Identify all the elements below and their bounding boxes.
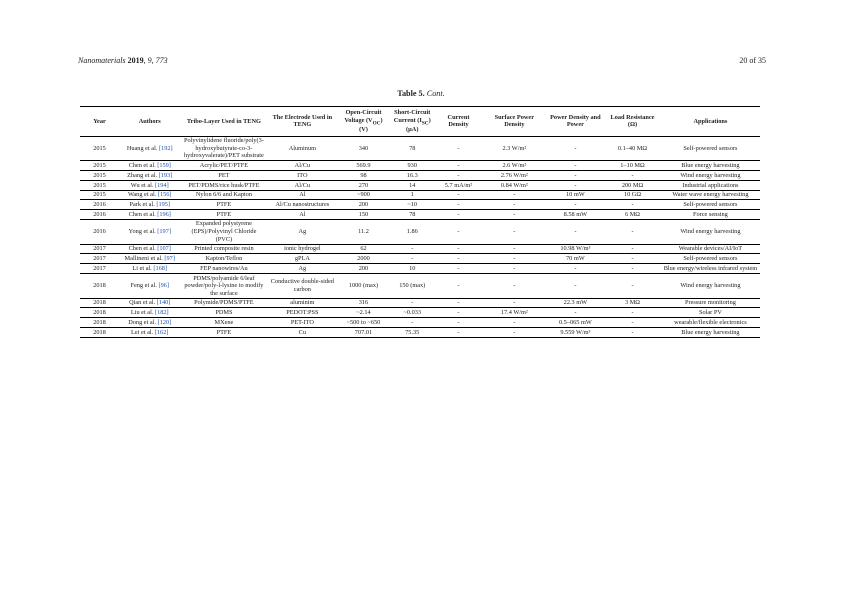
journal-name: Nanomaterials <box>78 56 126 65</box>
cell-year: 2015 <box>80 171 119 181</box>
cell-applications: Self-powered sensors <box>661 136 760 161</box>
cell-electrode: Ag <box>267 264 337 274</box>
cell-applications: Wind energy harvesting <box>661 273 760 298</box>
cell-electrode: Aluminum <box>267 136 337 161</box>
cell-voc: 200 <box>337 200 389 210</box>
cell-current-density: - <box>435 308 482 318</box>
cell-authors <box>119 136 181 161</box>
cell-authors <box>119 180 181 190</box>
author-name: Mallineni et al. <box>124 255 163 263</box>
cell-tribo-layer: Acrylic/PET/PTFE <box>181 161 268 171</box>
author-name: Wang et al. <box>127 191 157 199</box>
cell-electrode: Al/Cu <box>267 180 337 190</box>
author-name: Wu et al. <box>130 181 154 189</box>
cell-surface-power-density: - <box>482 219 547 244</box>
cell-electrode: gPLA <box>267 254 337 264</box>
cell-tribo-layer: PET/PDMS/rice husk/PTFE <box>181 180 268 190</box>
table-row <box>80 327 760 337</box>
cell-isc: - <box>390 254 435 264</box>
cell-applications: Blue energy harvesting <box>661 161 760 171</box>
cell-current-density: - <box>435 171 482 181</box>
reference-link[interactable]: [195] <box>156 201 171 208</box>
cell-load-resistance: 3 MΩ <box>604 298 661 308</box>
cell-authors <box>119 244 181 254</box>
col-power-density: Power Density and Power <box>547 107 605 137</box>
table-row <box>80 318 760 328</box>
reference-link[interactable]: [159] <box>157 162 171 170</box>
cell-power-density: - <box>547 308 605 318</box>
cell-tribo-layer: Expanded polystyrene (EPS)/Polyvinyl Chloride (PVC) <box>181 219 268 244</box>
table-row <box>80 273 760 298</box>
cell-load-resistance: 10 GΩ <box>604 190 661 200</box>
cell-voc: ~900 <box>337 190 389 200</box>
reference-link[interactable]: [107] <box>157 245 171 253</box>
cell-voc: 62 <box>337 244 389 254</box>
cell-applications: Pressure monitoring <box>661 298 760 308</box>
cell-current-density: - <box>435 200 482 210</box>
cell-applications: Water wave energy harvesting <box>661 190 760 200</box>
cell-authors <box>119 254 181 264</box>
cell-isc: 14 <box>390 180 435 190</box>
cell-surface-power-density: - <box>482 327 547 337</box>
cell-electrode: ITO <box>267 171 337 181</box>
journal-citation <box>78 56 168 65</box>
col-authors: Authors <box>119 107 181 137</box>
cell-authors <box>119 318 181 328</box>
cell-voc: 270 <box>337 180 389 190</box>
cell-year: 2016 <box>80 200 119 210</box>
cell-isc: - <box>390 318 435 328</box>
cell-tribo-layer: Kapton/Teflon <box>181 254 268 264</box>
cell-current-density: - <box>435 190 482 200</box>
cell-tribo-layer: PTFE <box>181 327 268 337</box>
cell-voc: ~500 to ~650 <box>337 318 389 328</box>
cell-voc: 150 <box>337 210 389 220</box>
author-name: Liu et al. <box>130 309 154 317</box>
author-name: Dong et al. <box>128 318 157 326</box>
cell-load-resistance: - <box>604 318 661 328</box>
cell-isc: - <box>390 244 435 254</box>
cell-isc: 75.35 <box>390 327 435 337</box>
journal-volume: , 9, 773 <box>143 56 168 65</box>
cell-voc: ~2.14 <box>337 308 389 318</box>
table-header-row <box>80 107 760 137</box>
cell-current-density: - <box>435 254 482 264</box>
cell-isc: 10 <box>390 264 435 274</box>
cell-voc: 1000 (max) <box>337 273 389 298</box>
cell-power-density: - <box>547 161 605 171</box>
cell-tribo-layer: Printed composite resin <box>181 244 268 254</box>
cell-authors <box>119 264 181 274</box>
cell-electrode: PEDOT:PSS <box>267 308 337 318</box>
cell-surface-power-density: 2.76 W/m² <box>482 171 547 181</box>
cell-load-resistance: - <box>604 327 661 337</box>
reference-link[interactable]: [120] <box>157 318 172 326</box>
table-row <box>80 200 760 210</box>
reference-link[interactable]: [196] <box>157 210 171 218</box>
cell-authors <box>119 200 181 210</box>
cell-load-resistance: - <box>604 200 661 210</box>
cell-isc: 150 (max) <box>390 273 435 298</box>
author-name: Lei et al. <box>131 328 154 336</box>
cell-year: 2017 <box>80 244 119 254</box>
cell-isc: 78 <box>390 210 435 220</box>
reference-link[interactable]: [168] <box>153 264 168 272</box>
cell-year: 2015 <box>80 180 119 190</box>
cell-tribo-layer: PDMS <box>181 308 268 318</box>
col-open-circuit-voltage: Open-Circuit Voltage $(V_{OC})$ (V) <box>337 107 389 137</box>
cell-applications: Self-powered sensors <box>661 200 760 210</box>
cell-load-resistance: 1–10 MΩ <box>604 161 661 171</box>
cell-load-resistance: - <box>604 308 661 318</box>
cell-isc: 1 <box>390 190 435 200</box>
cell-electrode: Al <box>267 210 337 220</box>
cell-tribo-layer: MXene <box>181 318 268 328</box>
author-name: Qian et al. <box>129 299 156 307</box>
cell-applications: Blue energy/wireless infrared system <box>661 264 760 274</box>
col-tribo-layer: Tribo-Layer Used in TENG <box>181 107 268 137</box>
table-row <box>80 136 760 161</box>
col-current-density: Current Density <box>435 107 482 137</box>
cell-tribo-layer: PET <box>181 171 268 181</box>
cell-tribo-layer: PTFE <box>181 210 268 220</box>
col-load-resistance: Load Resistance (Ω) <box>604 107 661 137</box>
page-number: 20 of 35 <box>739 56 766 65</box>
cell-applications: Wearable devices/AI/IoT <box>661 244 760 254</box>
cell-tribo-layer: Polyvinylidene fluoride/poly(3-hydroxybutyrate-co-3-hydroxyvalerate)/PET substrate <box>181 136 268 161</box>
cell-isc: ~10 <box>390 200 435 210</box>
cell-applications: Wind energy harvesting <box>661 219 760 244</box>
cell-load-resistance: - <box>604 264 661 274</box>
cell-electrode: Cu <box>267 327 337 337</box>
table-row <box>80 171 760 181</box>
cell-applications: Wind energy harvesting <box>661 171 760 181</box>
table-row <box>80 180 760 190</box>
cell-power-density: - <box>547 136 605 161</box>
cell-surface-power-density: 0.84 W/m² <box>482 180 547 190</box>
cell-power-density: 70 mW <box>547 254 605 264</box>
cell-voc: 2000 <box>337 254 389 264</box>
cell-surface-power-density: - <box>482 273 547 298</box>
cell-applications: Industrial applications <box>661 180 760 190</box>
reference-link[interactable]: [193] <box>158 171 173 179</box>
cell-year: 2015 <box>80 136 119 161</box>
journal-year: 2019 <box>127 56 144 65</box>
cell-year: 2015 <box>80 190 119 200</box>
cell-electrode: Ag <box>267 219 337 244</box>
cell-power-density: - <box>547 273 605 298</box>
table-row <box>80 308 760 318</box>
col-surface-power-density: Surface Power Density <box>482 107 547 137</box>
cell-year: 2017 <box>80 264 119 274</box>
reference-link[interactable]: [156] <box>157 191 172 199</box>
cell-year: 2018 <box>80 308 119 318</box>
reference-link[interactable]: [96] <box>158 282 169 290</box>
cell-surface-power-density: 2.3 W/m² <box>482 136 547 161</box>
cell-voc: 200 <box>337 264 389 274</box>
cell-current-density: - <box>435 318 482 328</box>
author-name: Zhang et al. <box>127 171 158 179</box>
author-name: Li et al. <box>132 264 152 272</box>
cell-voc: 707.01 <box>337 327 389 337</box>
cell-applications: Solar PV <box>661 308 760 318</box>
table-cont: Cont. <box>426 89 445 98</box>
cell-surface-power-density: 2.6 W/m² <box>482 161 547 171</box>
cell-surface-power-density: - <box>482 254 547 264</box>
cell-year: 2018 <box>80 273 119 298</box>
cell-year: 2016 <box>80 219 119 244</box>
cell-load-resistance: - <box>604 254 661 264</box>
cell-power-density: 10.98 W/m³ <box>547 244 605 254</box>
table-row <box>80 244 760 254</box>
cell-isc: 1.86 <box>390 219 435 244</box>
author-name: Huang et al. <box>126 144 158 152</box>
cell-current-density: - <box>435 298 482 308</box>
cell-year: 2017 <box>80 254 119 264</box>
cell-applications: Blue energy harvesting <box>661 327 760 337</box>
cell-load-resistance: 6 MΩ <box>604 210 661 220</box>
cell-year: 2018 <box>80 327 119 337</box>
cell-electrode: Conductive double-sided carbon <box>267 273 337 298</box>
table-caption <box>0 89 842 98</box>
cell-load-resistance: - <box>604 171 661 181</box>
cell-year: 2015 <box>80 161 119 171</box>
table-row <box>80 219 760 244</box>
cell-surface-power-density: 17.4 W/m² <box>482 308 547 318</box>
cell-year: 2018 <box>80 318 119 328</box>
cell-authors <box>119 298 181 308</box>
cell-applications: Force sensing <box>661 210 760 220</box>
cell-authors <box>119 190 181 200</box>
cell-voc: 569.9 <box>337 161 389 171</box>
cell-current-density: - <box>435 219 482 244</box>
cell-current-density: - <box>435 210 482 220</box>
reference-link[interactable]: [97] <box>164 255 175 263</box>
cell-electrode: ionic hydrogel <box>267 244 337 254</box>
cell-current-density: - <box>435 161 482 171</box>
col-electrode: The Electrode Used in TENG <box>267 107 337 137</box>
cell-power-density: - <box>547 200 605 210</box>
cell-current-density: - <box>435 327 482 337</box>
cell-load-resistance: - <box>604 244 661 254</box>
cell-authors <box>119 327 181 337</box>
cell-tribo-layer: Nylon 6/6 and Kapton <box>181 190 268 200</box>
cell-electrode: Al/Cu <box>267 161 337 171</box>
author-name: Chen et al. <box>128 245 156 253</box>
author-name: Feng et al. <box>130 282 157 290</box>
cell-voc: 98 <box>337 171 389 181</box>
cell-current-density: - <box>435 136 482 161</box>
cell-isc: 930 <box>390 161 435 171</box>
cell-authors <box>119 210 181 220</box>
cell-authors <box>119 273 181 298</box>
cell-load-resistance: 0.1–40 MΩ <box>604 136 661 161</box>
col-year: Year <box>80 107 119 137</box>
cell-power-density: 0.5–065 mW <box>547 318 605 328</box>
table-row <box>80 298 760 308</box>
cell-tribo-layer: Polymide/PDMS/PTFE <box>181 298 268 308</box>
cell-power-density: 8.58 mW <box>547 210 605 220</box>
cell-load-resistance: 200 MΩ <box>604 180 661 190</box>
cell-surface-power-density: - <box>482 318 547 328</box>
reference-link[interactable]: [192] <box>159 144 173 152</box>
cell-tribo-layer: PTFE <box>181 200 268 210</box>
cell-isc: 16.3 <box>390 171 435 181</box>
table-row <box>80 190 760 200</box>
author-name: Chen et al. <box>128 162 156 170</box>
cell-current-density: - <box>435 264 482 274</box>
cell-power-density: 10 mW <box>547 190 605 200</box>
reference-link[interactable]: [194] <box>155 181 169 189</box>
cell-load-resistance: - <box>604 273 661 298</box>
cell-tribo-layer: PDMS/polyamide 6/leaf powder/poly-l-lysine to modify the surface <box>181 273 268 298</box>
cell-electrode: Al <box>267 190 337 200</box>
cell-voc: 316 <box>337 298 389 308</box>
cell-electrode: PET-ITO <box>267 318 337 328</box>
cell-surface-power-density: - <box>482 190 547 200</box>
cell-power-density: - <box>547 264 605 274</box>
cell-year: 2016 <box>80 210 119 220</box>
table-row <box>80 264 760 274</box>
cell-current-density: - <box>435 244 482 254</box>
cell-surface-power-density: - <box>482 264 547 274</box>
author-name: Yong et al. <box>128 228 156 236</box>
cell-isc: 78 <box>390 136 435 161</box>
table-row <box>80 161 760 171</box>
col-applications: Applications <box>661 107 760 137</box>
table-row <box>80 254 760 264</box>
col-short-circuit-current: Short-Circuit Current $(I_{SC})$ (µA) <box>390 107 435 137</box>
reference-link[interactable]: [162] <box>154 328 169 336</box>
cell-electrode: Al/Cu nanostructures <box>267 200 337 210</box>
cell-power-density: 22.3 mW <box>547 298 605 308</box>
cell-power-density: - <box>547 219 605 244</box>
cell-power-density: - <box>547 171 605 181</box>
cell-applications: Self-powered sensors <box>661 254 760 264</box>
reference-link[interactable]: [140] <box>156 299 171 307</box>
cell-year: 2018 <box>80 298 119 308</box>
cell-current-density: - <box>435 273 482 298</box>
data-table <box>80 106 760 338</box>
cell-voc: 340 <box>337 136 389 161</box>
cell-electrode: aluminim <box>267 298 337 308</box>
author-name: Chen et al. <box>128 210 156 218</box>
table-row <box>80 210 760 220</box>
cell-applications: wearable/flexible electronics <box>661 318 760 328</box>
cell-power-density: - <box>547 180 605 190</box>
cell-voc: 11.2 <box>337 219 389 244</box>
cell-authors <box>119 219 181 244</box>
cell-isc: ~0.033 <box>390 308 435 318</box>
cell-surface-power-density: - <box>482 210 547 220</box>
cell-surface-power-density: - <box>482 298 547 308</box>
cell-current-density: 5.7 mA/m² <box>435 180 482 190</box>
cell-surface-power-density: - <box>482 244 547 254</box>
cell-isc: - <box>390 298 435 308</box>
cell-authors <box>119 308 181 318</box>
reference-link[interactable]: [197] <box>157 228 171 236</box>
cell-power-density: 9.559 W/m³ <box>547 327 605 337</box>
table-label: Table 5. <box>397 89 425 98</box>
author-name: Park et al. <box>129 201 155 208</box>
cell-load-resistance: - <box>604 219 661 244</box>
cell-surface-power-density: - <box>482 200 547 210</box>
reference-link[interactable]: [182] <box>154 309 169 317</box>
cell-authors <box>119 171 181 181</box>
cell-authors <box>119 161 181 171</box>
cell-tribo-layer: FEP nanowires/Au <box>181 264 268 274</box>
